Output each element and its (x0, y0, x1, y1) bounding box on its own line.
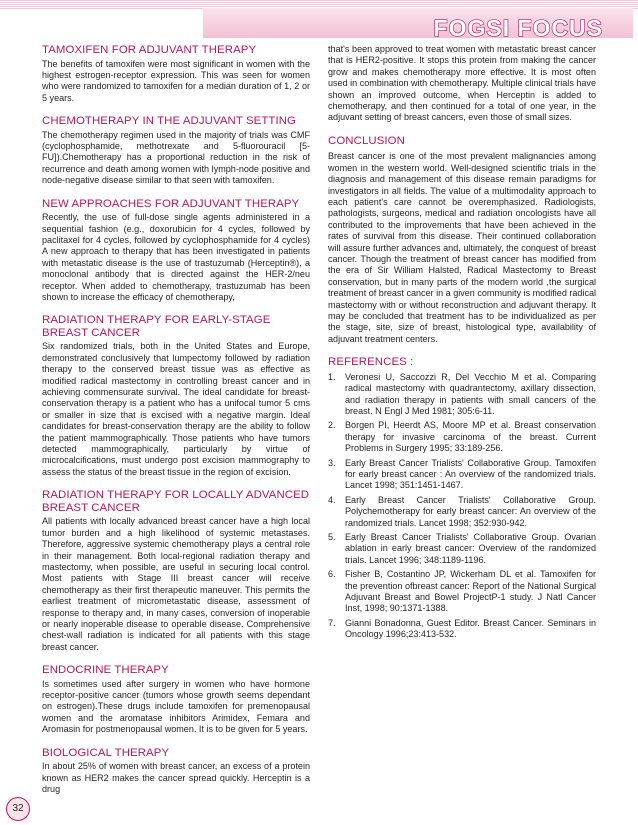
reference-item: 6. Fisher B, Costantino JP, Wickerham DL et al. Tamoxifen for the prevention ofbreast cancer: Report of the National Surgical Adjuvant Breast and Bowel ProjectP-1 study. J Natl Cancer Inst, 1998; 90:1371-1388. (328, 569, 596, 614)
section-heading: RADIATION THERAPY FOR LOCALLY ADVANCED BREAST CANCER (42, 489, 310, 514)
section-heading: RADIATION THERAPY FOR EARLY-STAGE BREAST CANCER (42, 314, 271, 339)
references-section (328, 356, 596, 640)
article-section (42, 747, 310, 796)
reference-item: 1. Veronesi U, Saccozzi R, Del Vecchio M et al. Comparing radical mastectomy with quadrantectomy, axillary dissection, and radiation therapy in patients with small cancers of the breast. N Engl J Med 1981; 305:6-11. (328, 371, 596, 416)
reference-item: 2. Borgen PI, Heerdt AS, Moore MP et al. Breast conservation therapy for invasive carcinoma of the breast. Current Problems in Surgery 1995; 33:189-256. (328, 420, 596, 454)
section-heading: BIOLOGICAL THERAPY (42, 746, 170, 759)
section-body: Recently, the use of full-dose single agents administered in a sequential fashion (e.g., doxorubicin for 4 cycles, followed by paclitaxel for 4 cycles, followed by cyclophosphamide for 4 cycles) A new approach to therapy that has been investigated in patients with metastatic disease is the use of trastuzumab (Herceptin®), a monoclonal antibody that is directed against the HER-2/neu receptor. When added to chemotherapy, trastuzumab has been shown to increase the efficacy of chemotherapy, (42, 212, 310, 302)
continuation-paragraph: that's been approved to treat women with metastatic breast cancer that is HER2-positive. It stops this protein from making the cancer grow and makes chemotherapy more effective. It is most often used in combination with chemotherapy. Multiple clinical trials have shown an improved outcome, when Herceptin is added to chemotherapy, and then continued for a total of one year, in the adjuvant setting of breast cancers, even those of small sizes. (328, 44, 596, 123)
article-section (42, 115, 310, 187)
section-body: In about 25% of women with breast cancer, an excess of a protein known as HER2 makes the cancer spread quickly. Herceptin is a drug (42, 761, 310, 794)
reference-item: 7. Gianni Bonadonna, Guest Editor. Breast Cancer. Seminars in Oncology 1996;23:413-532. (328, 617, 596, 640)
biological-therapy-continuation (328, 44, 596, 124)
article-section (42, 198, 310, 304)
right-column (328, 44, 596, 652)
reference-item: 5. Early Breast Cancer Trialists' Collaborative Group. Ovarian ablation in early breast cancer: Overview of the randomized trials. Lancet 1996; 348:1189-1196. (328, 532, 596, 565)
article-section (42, 314, 310, 478)
section-body: The benefits of tamoxifen were most significant in women with the highest estrogen-receptor expression. This was seen for women who were randomized to tamoxifen for a median duration of 1, 2 or 5 years. (42, 58, 310, 103)
section-body: All patients with locally advanced breast cancer have a high local tumor burden and a high likelihood of systemic metastases. Therefore, aggressive systemic chemotherapy plays a central role in their management. Both local-regional radiation therapy and mastectomy, when possible, are useful in securing local control. Most patients with Stage III breast cancer will receive chemotherapy as their first therapeutic maneuver. This permits the earliest treatment of micrometastatic disease, assessment of response to therapy and, in many cases, conversion of inoperable or nearly inoperable disease to operable disease. Comprehensive chest-wall radiation is indicated for all patients with this stage breast cancer. (42, 516, 310, 652)
section-body: Six randomized trials, both in the United States and Europe, demonstrated conclusively that lumpectomy followed by radiation therapy to the conserved breast tissue was as effective as modified radical mastectomy in controlling breast cancer and in achieving commensurate survival. The ideal candidate for breast-conservation therapy is a patient who has a unifocal tumor 5 cms or smaller in size that is excised with a negative margin. Ideal candidates for breast-conservation therapy are the ability to follow the patient mammographically. Those patients who have tumors detected mammographically, particularly by virtue of microcalcifications, must undergo post excision mammography to assess the status of the breast tissue in the region of excision. (42, 341, 310, 477)
section-body: The chemotherapy regimen used in the majority of trials was CMF (cyclophosphamide, methotrexate and 5-fluorouracil [5-FU]).Chemotherapy has a proportional reduction in the risk of recurrence and death among women with lymph-node positive and node-negative disease similar to that seen with tamoxifen. (42, 129, 310, 186)
page-number: 32 (6, 797, 30, 821)
left-column (42, 44, 310, 806)
section-heading: NEW APPROACHES FOR ADJUVANT THERAPY (42, 197, 300, 210)
references-heading: REFERENCES : (328, 356, 414, 369)
conclusion-section (328, 135, 596, 345)
conclusion-heading: CONCLUSION (328, 134, 405, 147)
section-heading: TAMOXIFEN FOR ADJUVANT THERAPY (42, 44, 257, 56)
section-heading: ENDOCRINE THERAPY (42, 664, 169, 677)
conclusion-body: Breast cancer is one of the most prevalent malignancies among women in the western world. Well-designed scientific trials in the diagnosis and management of this disease remain paradigms for investigators in all fields. The value of a multimodality approach to each patient's care cannot be overemphasized. Radiologists, pathologists, surgeons, medical and radiation oncologists have all contributed to the improvements that have been achieved in the rates of survival from this disease. Their continued collaboration will assure further advances and, ultimately, the conquest of breast cancer. Though the treatment of breast cancer has modified from the era of Sir William Halsted, Radical Mastectomy to Breast conservation, but in many parts of the modern world ,the surgical treatment of breast cancer in a given community is modified radical mastectomy with or without reconstruction and adjuvant therapy. It may be concluded that treatment has to be individualized as per the stage, site, size of breast, histological type, availability of adjuvant treatment centers. (328, 151, 597, 344)
header-banner (203, 8, 633, 41)
section-body: Is sometimes used after surgery in women who have hormone receptor-positive cancer (tumors whose growth seems dependant on estrogen).These drugs include tamoxifen for premenopausal women and the aromatase inhibitors Arimidex, Femara and Aromasin for postmenopausal women. It is to be given for 5 years. (42, 678, 310, 735)
section-heading: CHEMOTHERAPY IN THE ADJUVANT SETTING (42, 115, 297, 128)
article-section (42, 44, 310, 104)
reference-item: 4. Early Breast Cancer Trialists' Collaborative Group. Polychemotherapy for early breast cancer: An overview of the randomized trials. Lancet 1998; 352:930-942. (328, 494, 596, 528)
article-section (42, 664, 310, 736)
references-list (328, 372, 596, 641)
article-section (42, 489, 310, 653)
reference-item: 3. Early Breast Cancer Trialists' Collaborative Group. Tamoxifen for early breast cancer : An overview of the randomized trials. Lancet 1998; 351:1451-1467. (328, 457, 596, 491)
journal-title: FOGSI FOCUS (433, 15, 603, 41)
